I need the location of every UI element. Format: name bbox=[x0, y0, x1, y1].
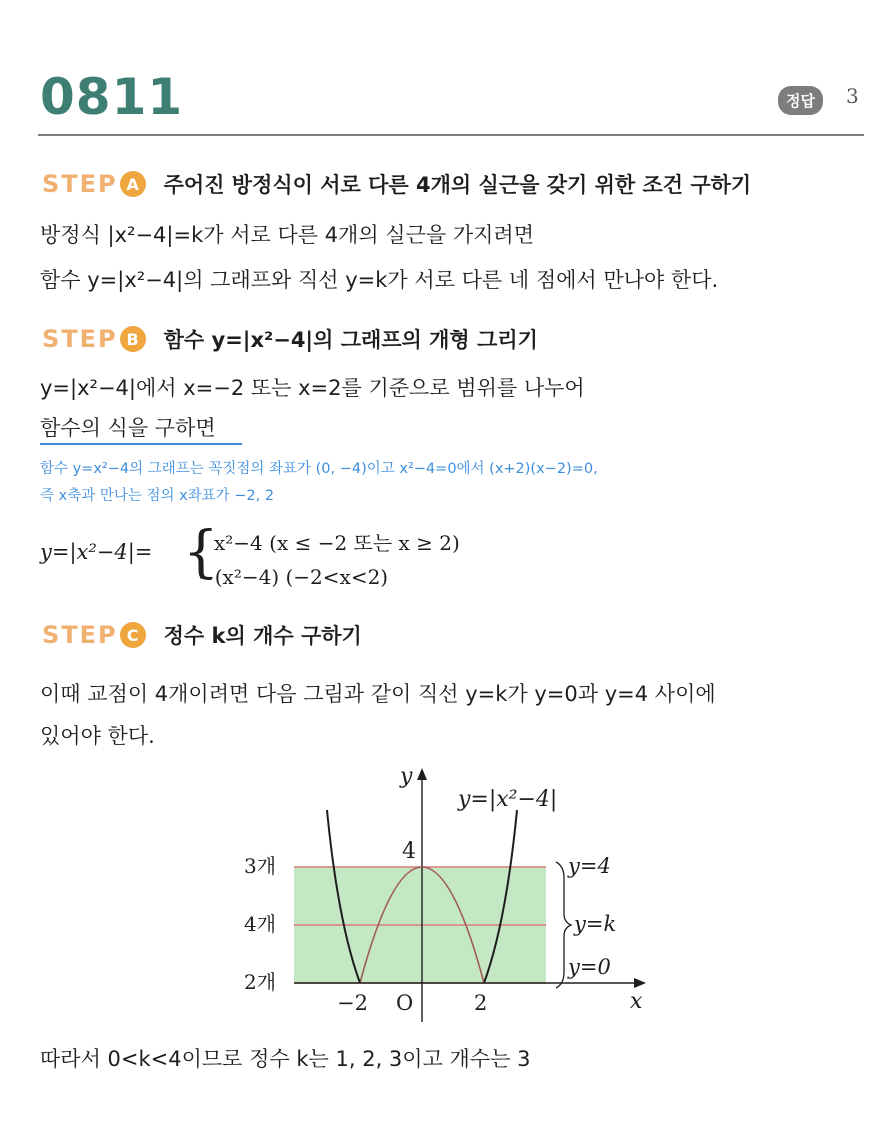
vertex-label: 4 bbox=[402, 839, 416, 864]
piecewise-case-2: −(x²−4) (−2<x<2) bbox=[198, 565, 389, 589]
count-label-bottom: 2개 bbox=[244, 970, 277, 994]
step-a-title: 주어진 방정식이 서로 다른 4개의 실근을 갖기 위한 조건 구하기 bbox=[163, 173, 752, 197]
step-b-line-2: 함수의 식을 구하면 bbox=[40, 416, 216, 440]
left-brace: { bbox=[183, 520, 219, 585]
y-axis-arrow bbox=[417, 768, 427, 780]
piecewise-lhs: y=|x²−4|= bbox=[40, 540, 153, 564]
piecewise-case-1: x²−4 (x ≤ −2 또는 x ≥ 2) bbox=[214, 531, 460, 555]
conclusion-line: 따라서 0<k<4이므로 정수 k는 1, 2, 3이고 개수는 3 bbox=[40, 1047, 531, 1071]
step-c-line-2: 있어야 한다. bbox=[40, 724, 155, 748]
step-letter-circle: C bbox=[120, 622, 146, 648]
line-label-y0: y=0 bbox=[568, 955, 611, 979]
answer-value: 3 bbox=[846, 84, 859, 108]
line-label-yk: y=k bbox=[574, 912, 617, 936]
curve-label: y=|x²−4| bbox=[458, 787, 558, 812]
y-axis-label: y bbox=[400, 764, 413, 789]
x-axis-label: x bbox=[630, 989, 643, 1014]
problem-number: 0811 bbox=[40, 68, 184, 126]
step-label: STEP bbox=[42, 325, 118, 353]
step-label: STEP bbox=[42, 170, 118, 198]
hint-note-2: 즉 x축과 만나는 점의 x좌표가 −2, 2 bbox=[40, 488, 275, 504]
x-axis-arrow bbox=[634, 978, 646, 988]
step-letter-circle: A bbox=[120, 171, 146, 197]
line-label-y4: y=4 bbox=[568, 854, 611, 878]
step-a-line-2: 함수 y=|x²−4|의 그래프와 직선 y=k가 서로 다른 네 점에서 만나야 한다. bbox=[40, 268, 719, 292]
step-letter-circle: B bbox=[120, 326, 146, 352]
origin-label: O bbox=[396, 991, 414, 1015]
count-label-top: 3개 bbox=[244, 854, 277, 878]
step-label: STEP bbox=[42, 621, 118, 649]
step-b-line-1: y=|x²−4|에서 x=−2 또는 x=2를 기준으로 범위를 나누어 bbox=[40, 376, 585, 400]
answer-badge: 정답 bbox=[778, 86, 823, 115]
hint-note-1: 함수 y=x²−4의 그래프는 꼭짓점의 좌표가 (0, −4)이고 x²−4=0에서 (x+2)(x−2)=0, bbox=[40, 461, 598, 477]
tick-neg2: −2 bbox=[337, 991, 368, 1015]
step-c-title: 정수 k의 개수 구하기 bbox=[163, 624, 362, 648]
tick-2: 2 bbox=[474, 991, 488, 1015]
step-c-line-1: 이때 교점이 4개이려면 다음 그림과 같이 직선 y=k가 y=0과 y=4 사이에 bbox=[40, 682, 716, 706]
count-label-mid: 4개 bbox=[244, 912, 277, 936]
step-a-line-1: 방정식 |x²−4|=k가 서로 다른 4개의 실근을 가지려면 bbox=[40, 223, 534, 247]
step-b-title: 함수 y=|x²−4|의 그래프의 개형 그리기 bbox=[163, 328, 538, 352]
